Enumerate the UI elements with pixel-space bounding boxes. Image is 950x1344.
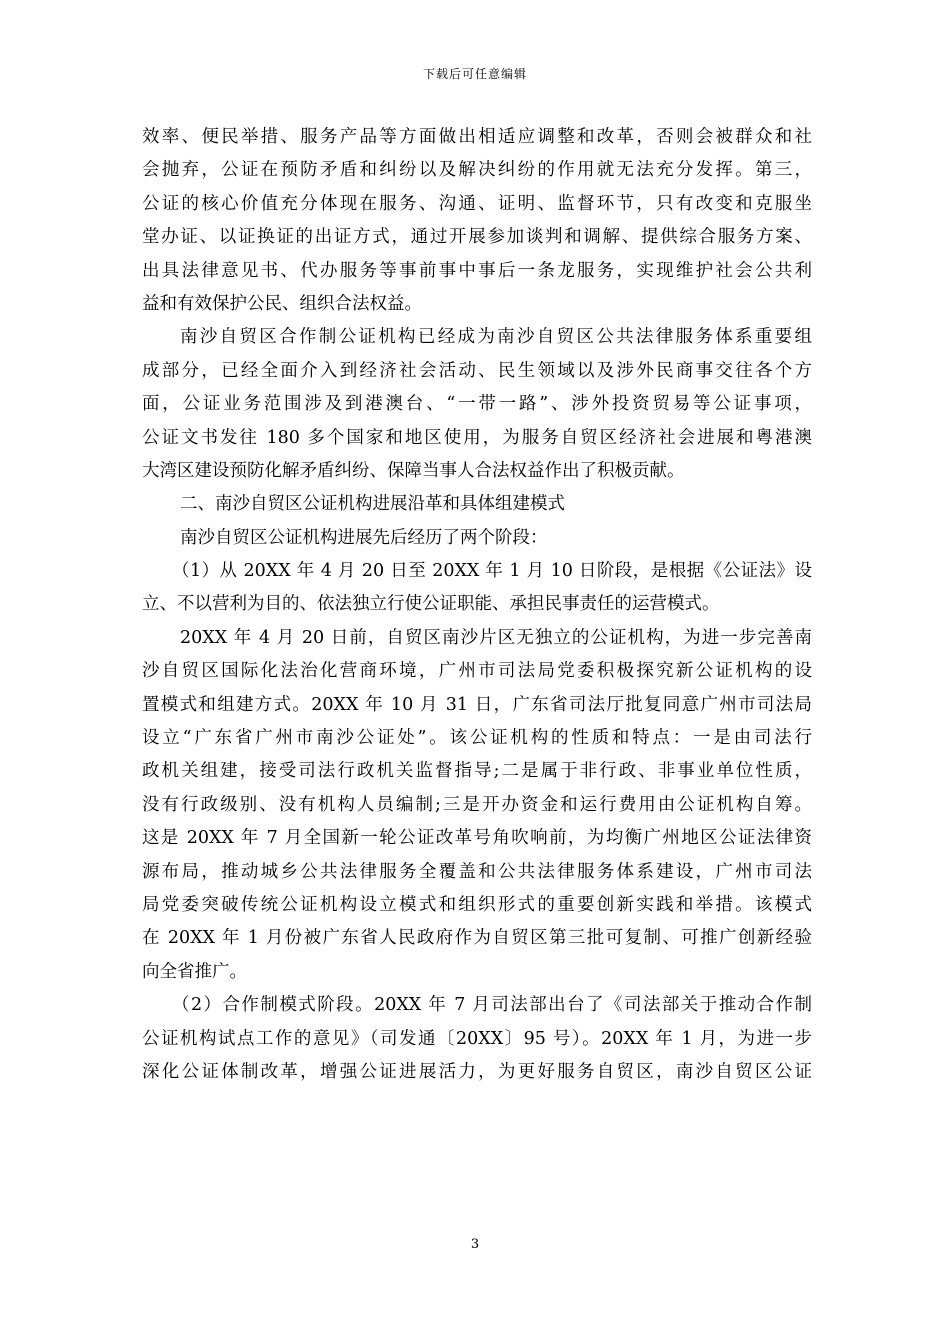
text-line: 出具法律意见书、代办服务等事前事中事后一条龙服务，实现维护社会公共利 <box>142 260 812 281</box>
page-header-note: 下载后可任意编辑 <box>422 67 527 81</box>
text-line: 沙自贸区国际化法治化营商环境，广州市司法局党委积极探究新公证机构的设 <box>142 661 812 682</box>
text-line: 立、不以营利为目的、依法独立行使公证职能、承担民事责任的运营模式。 <box>142 594 720 615</box>
text-line: 效率、便民举措、服务产品等方面做出相适应调整和改革，否则会被群众和社 <box>142 127 812 147</box>
section-heading <box>142 488 812 521</box>
text-line: 设立“广东省广州市南沙公证处”。该公证机构的性质和特点：一是由司法行 <box>142 728 812 749</box>
paragraph-3 <box>142 522 812 555</box>
text-line: 深化公证体制改革，增强公证进展活力，为更好服务自贸区，南沙自贸区公证 <box>142 1061 812 1082</box>
text-line: 没有行政级别、没有机构人员编制;三是开办资金和运行费用由公证机构自筹。 <box>142 794 812 815</box>
text-line: 公证的核心价值充分体现在服务、沟通、证明、监督环节，只有改变和克服坐 <box>142 193 812 214</box>
text-line: 20XX 年 4 月 20 日前，自贸区南沙片区无独立的公证机构，为进一步完善南 <box>180 627 812 648</box>
text-line: 局党委突破传统公证机构设立模式和组织形式的重要创新实践和举措。该模式 <box>142 894 812 915</box>
document-body <box>142 121 812 1089</box>
page-number: 3 <box>470 1237 480 1252</box>
text-line: （2）合作制模式阶段。20XX 年 7 月司法部出台了《司法部关于推动合作制 <box>172 995 812 1016</box>
text-line: 成部分，已经全面介入到经济社会活动、民生领域以及涉外民商事交往各个方 <box>142 360 812 381</box>
paragraph-5 <box>142 622 812 989</box>
text-line: 面，公证业务范围涉及到港澳台、“一带一路”、涉外投资贸易等公证事项， <box>142 394 812 415</box>
text-line: 这是 20XX 年 7 月全国新一轮公证改革号角吹响前，为均衡广州地区公证法律资 <box>142 828 812 849</box>
paragraph-2 <box>142 321 812 488</box>
text-line: 南沙自贸区公证机构进展先后经历了两个阶段： <box>180 527 548 548</box>
text-line: （1）从 20XX 年 4 月 20 日至 20XX 年 1 月 10 日阶段，是根据《公证法》设 <box>172 561 812 582</box>
text-line: 公证文书发往 180 多个国家和地区使用，为服务自贸区经济社会进展和粤港澳 <box>142 427 812 448</box>
text-line: 置模式和组建方式。20XX 年 10 月 31 日，广东省司法厅批复同意广州市司法局 <box>142 694 812 715</box>
text-line: 益和有效保护公民、组织合法权益。 <box>142 293 422 314</box>
text-line: 政机关组建，接受司法行政机关监督指导;二是属于非行政、非事业单位性质， <box>142 761 812 782</box>
text-line: 公证机构试点工作的意见》（司发通〔20XX〕95 号）。20XX 年 1 月，为进一步 <box>142 1028 812 1049</box>
paragraph-1 <box>142 121 812 321</box>
section-heading-text: 二、南沙自贸区公证机构进展沿革和具体组建模式 <box>180 494 565 515</box>
text-line: 大湾区建设预防化解矛盾纠纷、保障当事人合法权益作出了积极贡献。 <box>142 460 685 481</box>
text-line: 堂办证、以证换证的出证方式，通过开展参加谈判和调解、提供综合服务方案、 <box>142 227 812 248</box>
text-line: 会抛弃，公证在预防矛盾和纠纷以及解决纠纷的作用就无法充分发挥。第三， <box>142 160 812 181</box>
paragraph-6 <box>142 989 812 1089</box>
paragraph-4 <box>142 555 812 622</box>
text-line: 向全省推广。 <box>142 961 247 982</box>
text-line: 南沙自贸区合作制公证机构已经成为南沙自贸区公共法律服务体系重要组 <box>180 327 812 348</box>
text-line: 在 20XX 年 1 月份被广东省人民政府作为自贸区第三批可复制、可推广创新经验 <box>142 928 812 949</box>
text-line: 源布局，推动城乡公共法律服务全覆盖和公共法律服务体系建设，广州市司法 <box>142 861 812 882</box>
